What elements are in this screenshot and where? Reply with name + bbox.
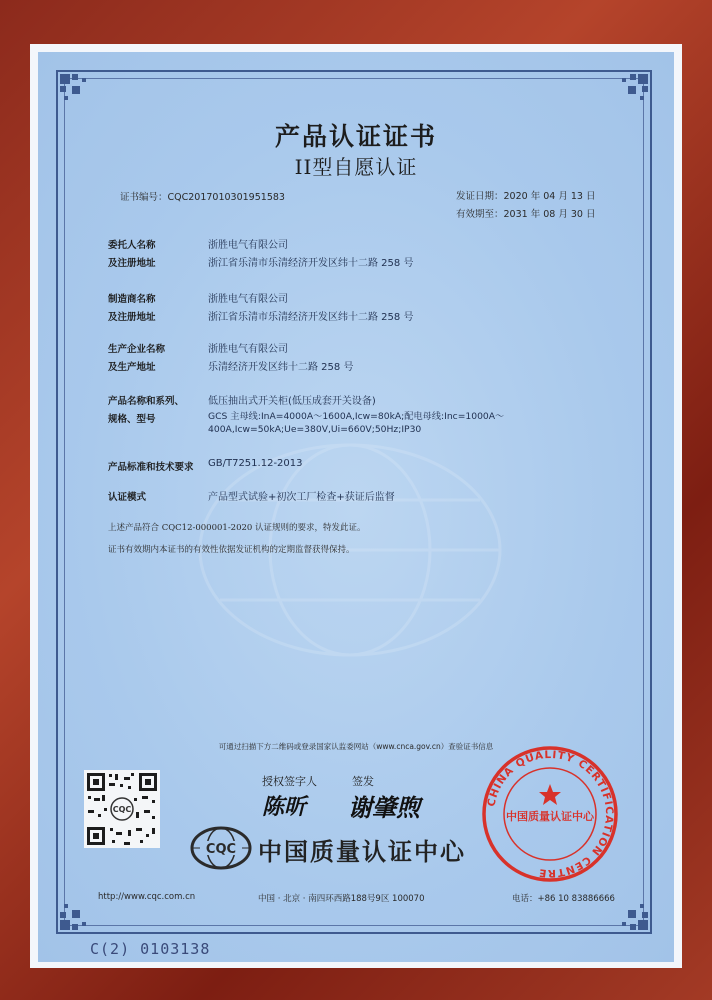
product-name: 低压抽出式开关柜(低压成套开关设备) xyxy=(208,396,376,407)
seal-ring-text: CHINA QUALITY CERTIFICATION CENTRE xyxy=(485,748,616,880)
footer-phone: 电话：+86 10 83886666 xyxy=(512,894,615,904)
maker-address-label: 及注册地址 xyxy=(108,312,156,323)
standard-label: 产品标准和技术要求 xyxy=(108,462,194,473)
footer-website[interactable]: http://www.cqc.com.cn xyxy=(98,892,196,902)
client-address: 浙江省乐清市乐清经济开发区纬十二路 258 号 xyxy=(208,258,414,269)
corner-ornament-icon xyxy=(614,74,648,108)
product-spec-line-1: GCS 主母线:InA=4000A～1600A,Icw=80kA;配电母线:Inc=1000A～ xyxy=(208,411,505,422)
official-seal-icon xyxy=(480,744,620,884)
qr-verification-note: 可通过扫描下方二维码或登录国家认监委网站（www.cnca.gov.cn）查验证书信息 xyxy=(218,742,494,751)
corner-ornament-icon xyxy=(614,896,648,930)
certificate-title: 产品认证证书 xyxy=(274,122,437,151)
authorized-signature: 陈昕 xyxy=(262,794,307,820)
certificate-subtitle: II型自愿认证 xyxy=(294,155,418,179)
serial-number: C(2) 0103138 xyxy=(90,940,211,958)
corner-ornament-icon xyxy=(60,896,94,930)
organization-name: 中国质量认证中心 xyxy=(258,838,466,866)
client-address-label: 及注册地址 xyxy=(108,258,156,269)
seal-center-text: 中国质量认证中心 xyxy=(506,810,594,823)
client-name: 浙胜电气有限公司 xyxy=(208,240,288,251)
issuer-label: 签发 xyxy=(352,775,374,788)
corner-ornament-icon xyxy=(60,74,94,108)
mode-value: 产品型式试验+初次工厂检查+获证后监督 xyxy=(208,492,395,503)
statement-line-2: 证书有效期内本证书的有效性依据发证机构的定期监督获得保持。 xyxy=(108,545,355,555)
mode-label: 认证模式 xyxy=(108,492,147,503)
authorized-signer-label: 授权签字人 xyxy=(262,775,317,788)
maker-label: 制造商名称 xyxy=(108,294,156,305)
client-label: 委托人名称 xyxy=(108,240,156,251)
producer-label: 生产企业名称 xyxy=(108,344,166,355)
maker-address: 浙江省乐清市乐清经济开发区纬十二路 258 号 xyxy=(208,312,414,323)
maker-name: 浙胜电气有限公司 xyxy=(208,294,288,305)
qr-center-logo-text: CQC xyxy=(112,805,132,814)
qr-code-icon[interactable] xyxy=(84,770,160,848)
producer-address-label: 及生产地址 xyxy=(108,362,156,373)
cqc-logo-text: CQC xyxy=(205,842,237,857)
cqc-logo-icon xyxy=(190,826,252,870)
certificate-number: 证书编号：CQC2017010301951583 xyxy=(120,192,285,203)
standard-value: GB/T7251.12-2013 xyxy=(208,458,303,469)
issue-date: 发证日期：2020 年 04 月 13 日 xyxy=(456,191,596,202)
valid-until: 有效期至：2031 年 08 月 30 日 xyxy=(456,209,596,220)
footer-address: 中国 · 北京 · 南四环西路188号9区 100070 xyxy=(258,894,425,904)
product-spec-label: 规格、型号 xyxy=(108,414,156,425)
product-spec-line-2: 400A,Icw=50kA;Ue=380V,Ui=660V;50Hz;IP30 xyxy=(208,424,422,435)
product-label: 产品名称和系列、 xyxy=(108,396,185,407)
statement-line-1: 上述产品符合 CQC12-000001-2020 认证规则的要求，特发此证。 xyxy=(108,523,366,533)
issuer-signature: 谢肇煦 xyxy=(348,793,420,822)
producer-name: 浙胜电气有限公司 xyxy=(208,344,288,355)
producer-address: 乐清经济开发区纬十二路 258 号 xyxy=(208,362,354,373)
